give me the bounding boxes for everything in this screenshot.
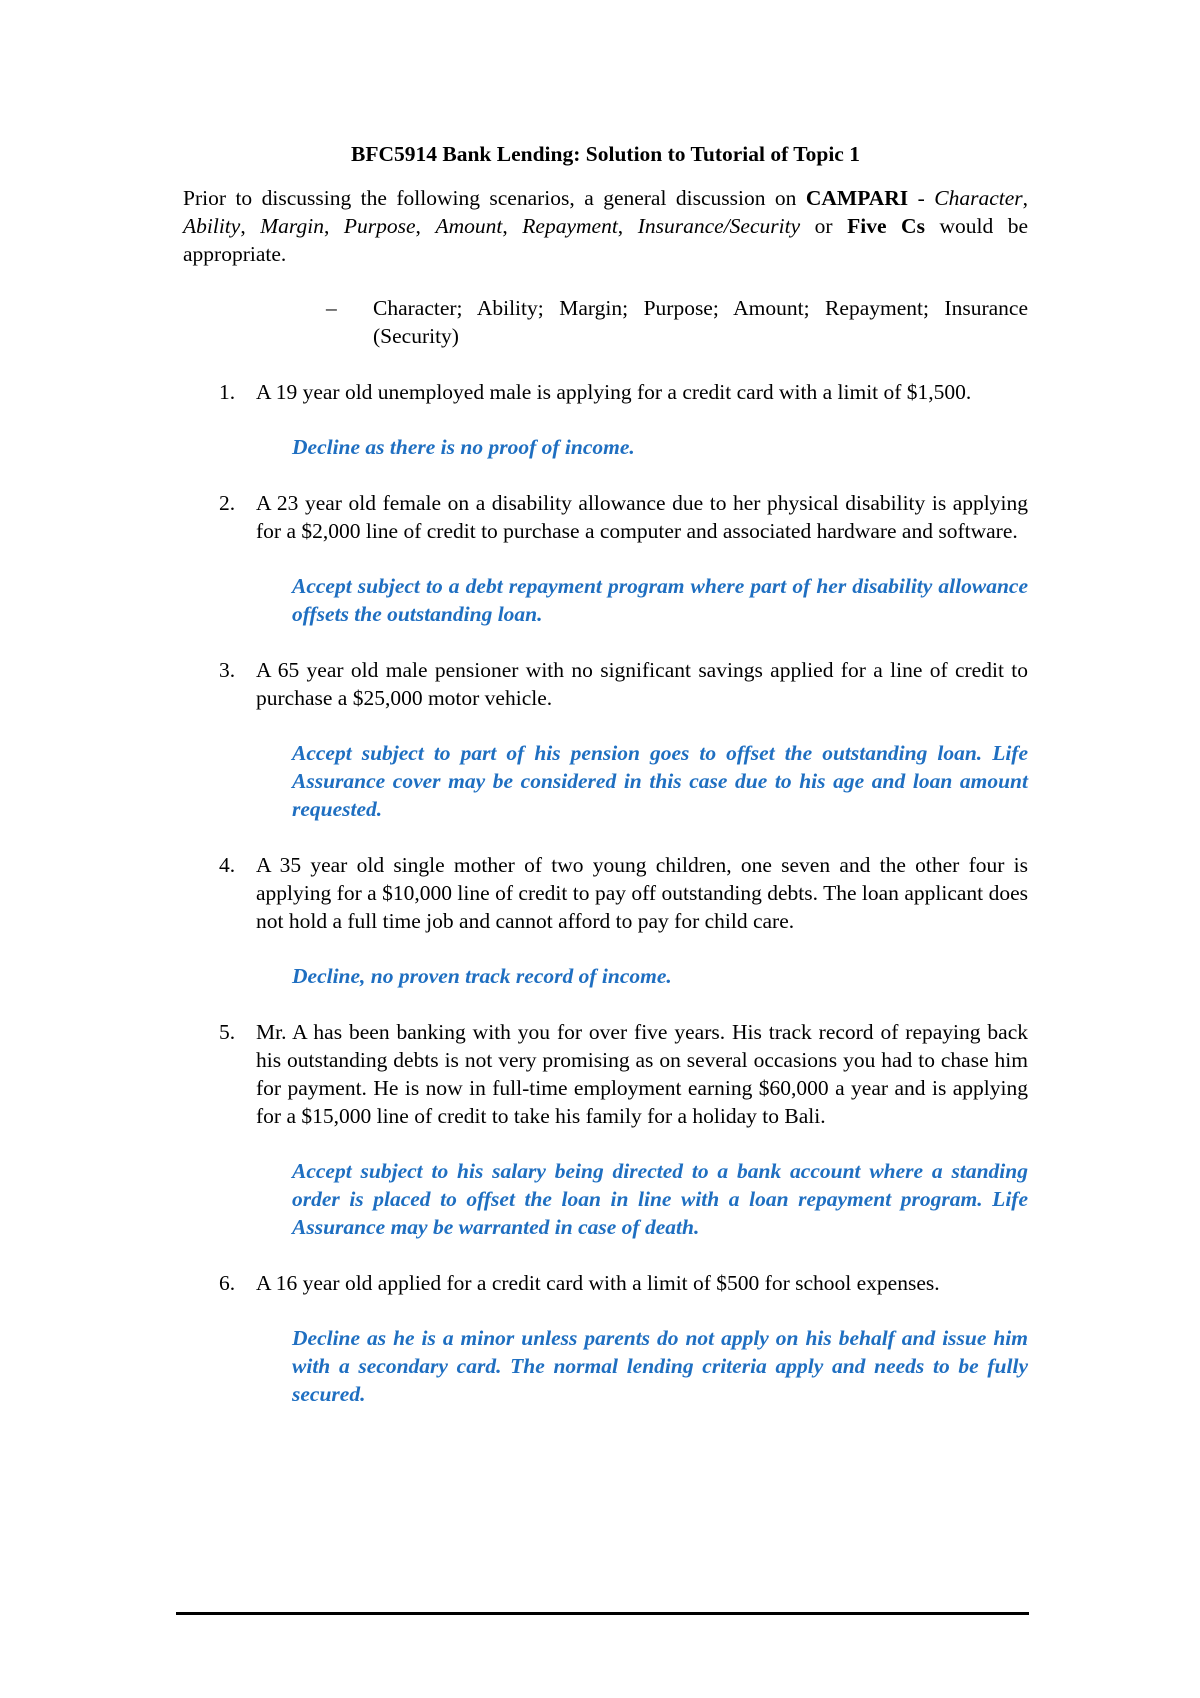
term-ability: Ability (183, 214, 241, 238)
question-item (183, 851, 1028, 935)
question-text: A 65 year old male pensioner with no significant savings applied for a line of credit to purchase a $25,000 motor vehicle. (256, 658, 1028, 710)
question-text: A 35 year old single mother of two young children, one seven and the other four is applying for a $10,000 line of credit to pay off outstanding debts. The loan applicant does not hold a full time job and cannot afford to pay for child care. (256, 853, 1028, 933)
intro-sep: , (617, 214, 638, 238)
answer-text: Accept subject to a debt repayment program where part of her disability allowance offsets the outstanding loan. (292, 574, 1028, 626)
document-title: BFC5914 Bank Lending: Solution to Tutorial of Topic 1 (351, 142, 860, 166)
answer-text: Decline, no proven track record of income. (292, 964, 672, 988)
campari-term: CAMPARI (805, 186, 909, 210)
intro-end: would be appropriate. (183, 214, 1029, 266)
document-page (183, 140, 1028, 1408)
intro-or: or (800, 214, 848, 238)
question-item (183, 656, 1028, 712)
answer-text: Decline as he is a minor unless parents do not apply on his behalf and issue him with a secondary card. The normal lending criteria apply and needs to be fully secured. (292, 1326, 1028, 1406)
intro-paragraph (183, 184, 1028, 268)
question-number: 6. (219, 1271, 236, 1295)
question-list (183, 378, 1028, 1408)
intro-sep: , (415, 214, 436, 238)
question-number: 2. (219, 491, 236, 515)
dash-marker: – (326, 296, 337, 320)
question-number: 1. (219, 380, 236, 404)
question-text: A 23 year old female on a disability allowance due to her physical disability is applying for a $2,000 line of credit to purchase a computer and associated hardware and software. (256, 491, 1028, 543)
term-amount: Amount (435, 214, 503, 238)
term-purpose: Purpose (343, 214, 416, 238)
question-number: 5. (219, 1020, 236, 1044)
intro-text: Prior to discussing the following scenarios, a general discussion on (183, 186, 806, 210)
answer-text: Decline as there is no proof of income. (292, 435, 635, 459)
question-item (183, 1018, 1028, 1130)
intro-sep: , (1022, 186, 1028, 210)
question-text: Mr. A has been banking with you for over five years. His track record of repaying back his outstanding debts is not very promising as on several occasions you had to chase him for payment. He is now in full-time employment earning $60,000 a year and is applying for a $15,000 line of credit to take his family for a holiday to Bali. (256, 1020, 1028, 1128)
five-cs-term: Five Cs (847, 214, 925, 238)
dash-list-item (183, 294, 1028, 350)
term-character: Character (934, 186, 1023, 210)
answer-text: Accept subject to part of his pension goes to offset the outstanding loan. Life Assurance cover may be considered in this case due to his age and loan amount requested. (292, 741, 1028, 821)
footer-rule (176, 1612, 1029, 1615)
question-number: 3. (219, 658, 236, 682)
question-text: A 19 year old unemployed male is applying for a credit card with a limit of $1,500. (256, 380, 972, 404)
question-text: A 16 year old applied for a credit card with a limit of $500 for school expenses. (256, 1271, 940, 1295)
intro-dash: - (908, 186, 935, 210)
term-insurance: Insurance/Security (637, 214, 801, 238)
intro-sep: , (502, 214, 523, 238)
question-item (183, 489, 1028, 545)
question-item (183, 378, 1028, 406)
intro-sep: , (240, 214, 261, 238)
question-item (183, 1269, 1028, 1297)
term-repayment: Repayment (522, 214, 618, 238)
dash-item-text: Character; Ability; Margin; Purpose; Amount; Repayment; Insurance (Security) (373, 296, 1028, 348)
answer-text: Accept subject to his salary being directed to a bank account where a standing order is placed to offset the loan in line with a loan repayment program. Life Assurance may be warranted in case of death. (292, 1159, 1028, 1239)
term-margin: Margin (260, 214, 324, 238)
intro-sep: , (323, 214, 344, 238)
question-number: 4. (219, 853, 236, 877)
